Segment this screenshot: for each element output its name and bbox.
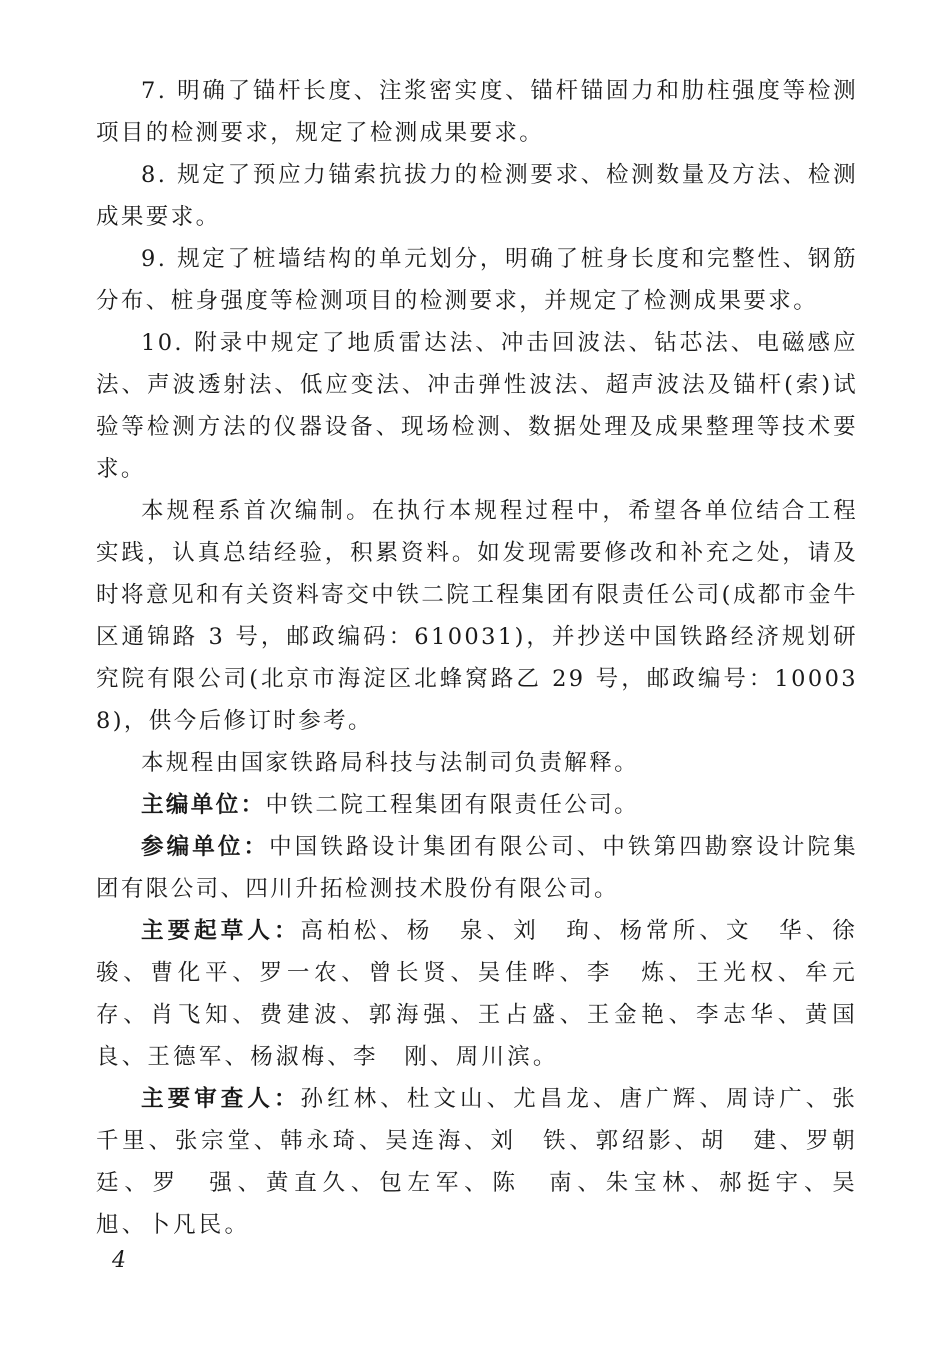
chief-unit-value: 中铁二院工程集团有限责任公司。 (265, 792, 640, 818)
participating-units (96, 826, 858, 910)
reviewers-value: 孙红林、杜文山、尤昌龙、唐广辉、周诗广、张千里、张宗堂、韩永琦、吴连海、刘 铁、郭绍影、胡 建、罗朝廷、罗 强、黄直久、包左军、陈 南、朱宝林、郝挺宇、吴 旭、卜凡民。 (96, 1086, 884, 1238)
interpretation-paragraph: 本规程由国家铁路局科技与法制司负责解释。 (141, 750, 640, 776)
item-7: 7. 明确了锚杆长度、注浆密实度、锚杆锚固力和肋柱强度等检测项目的检测要求，规定了检测成果要求。 (96, 78, 858, 146)
drafters-value: 高柏松、杨 泉、刘 珣、杨常所、文 华、徐 骏、曹化平、罗一农、曾长贤、吴佳晔、李 炼、王光权、牟元存、肖飞知、费建波、郭海强、王占盛、王金艳、李志华、黄国良、王德军、杨淑梅、李 刚、周川滨。 (96, 918, 884, 1070)
reviewers-label: 主要审查人： (141, 1086, 301, 1112)
drafters-label: 主要起草人： (141, 918, 301, 944)
chief-unit (96, 784, 858, 826)
item-10: 10. 附录中规定了地质雷达法、冲击回波法、钻芯法、电磁感应法、声波透射法、低应变法、冲击弹性波法、超声波法及锚杆(索)试验等检测方法的仪器设备、现场检测、数据处理及成果整理等技术要求。 (96, 330, 858, 482)
participating-units-label: 参编单位： (141, 834, 270, 860)
drafters (96, 910, 884, 1078)
reviewers (96, 1078, 884, 1246)
participating-units-value: 中国铁路设计集团有限公司、中铁第四勘察设计院集团有限公司、四川升拓检测技术股份有限公司。 (96, 834, 858, 902)
item-8: 8. 规定了预应力锚索抗拔力的检测要求、检测数量及方法、检测成果要求。 (96, 162, 858, 230)
item-9: 9. 规定了桩墙结构的单元划分，明确了桩身长度和完整性、钢筋分布、桩身强度等检测项目的检测要求，并规定了检测成果要求。 (96, 246, 858, 314)
page-number: 4 (112, 1248, 126, 1273)
chief-unit-label: 主编单位： (141, 792, 266, 818)
feedback-paragraph: 本规程系首次编制。在执行本规程过程中，希望各单位结合工程实践，认真总结经验，积累资料。如发现需要修改和补充之处，请及时将意见和有关资料寄交中铁二院工程集团有限责任公司(成都市金牛区通锦路 3 号，邮政编码：610031)，并抄送中国铁路经济规划研究院有限公司(北京市海淀区北蜂窝路乙 29 号，邮政编号：100038)，供今后修订时参考。 (96, 498, 858, 734)
document-page (96, 70, 884, 1246)
